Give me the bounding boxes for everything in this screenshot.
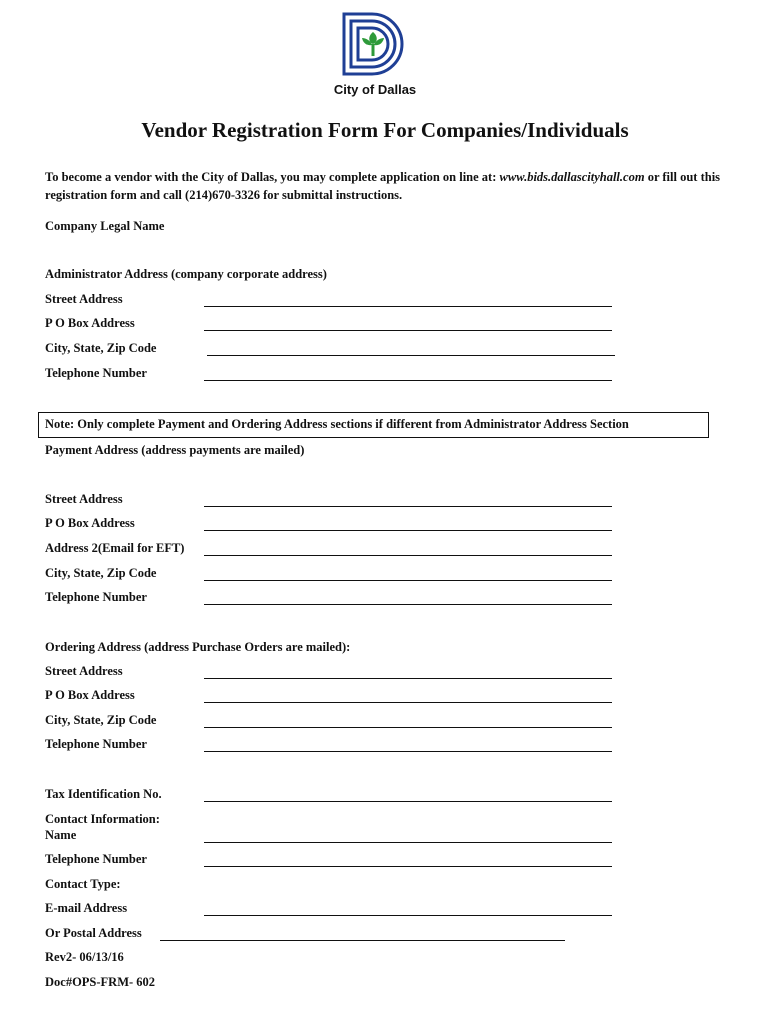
payment-phone-label: Telephone Number (45, 590, 147, 604)
contact-name-label: Name (45, 828, 77, 842)
contact-info-label: Contact Information: (45, 812, 160, 826)
admin-street-label: Street Address (45, 292, 123, 306)
document-number-label: Doc#OPS-FRM- 602 (45, 975, 156, 989)
contact-phone-field[interactable] (204, 866, 612, 867)
contact-phone-label: Telephone Number (45, 852, 147, 866)
payment-street-field[interactable] (204, 506, 612, 507)
intro-text-after: or fill out this registration form and call (214)670-3326 for submittal instructions. (45, 170, 721, 202)
admin-phone-label: Telephone Number (45, 366, 147, 380)
payment-address-heading: Payment Address (address payments are mailed) (45, 443, 305, 457)
ordering-phone-label: Telephone Number (45, 737, 147, 751)
intro-paragraph (45, 168, 755, 204)
email-label: E-mail Address (45, 901, 128, 915)
admin-phone-field[interactable] (204, 380, 612, 381)
form-title: Vendor Registration Form For Companies/Individuals (141, 118, 629, 142)
ordering-address-heading: Ordering Address (address Purchase Orders are mailed): (45, 640, 351, 654)
ordering-street-field[interactable] (204, 678, 612, 679)
payment-address2-field[interactable] (204, 555, 612, 556)
admin-address-heading: Administrator Address (company corporate address) (45, 267, 327, 281)
payment-pobox-label: P O Box Address (45, 516, 135, 530)
postal-address-field[interactable] (160, 940, 565, 941)
ordering-street-label: Street Address (45, 664, 123, 678)
ordering-city-label: City, State, Zip Code (45, 713, 157, 727)
note-box: Note: Only complete Payment and Ordering Address sections if different from Administrator Address Section (38, 412, 709, 438)
payment-pobox-field[interactable] (204, 530, 612, 531)
payment-phone-field[interactable] (204, 604, 612, 605)
contact-name-field[interactable] (204, 842, 612, 843)
admin-pobox-label: P O Box Address (45, 316, 135, 330)
payment-address2-label: Address 2(Email for EFT) (45, 541, 185, 555)
contact-type-label: Contact Type: (45, 877, 121, 891)
postal-address-label: Or Postal Address (45, 926, 142, 940)
tax-id-label: Tax Identification No. (45, 787, 162, 801)
company-legal-name-label: Company Legal Name (45, 219, 165, 233)
revision-label: Rev2- 06/13/16 (45, 950, 124, 964)
ordering-pobox-field[interactable] (204, 702, 612, 703)
admin-city-field[interactable] (207, 355, 615, 356)
admin-street-field[interactable] (204, 306, 612, 307)
intro-text-before: To become a vendor with the City of Dallas, you may complete application on line at: (45, 170, 500, 184)
payment-street-label: Street Address (45, 492, 123, 506)
admin-pobox-field[interactable] (204, 330, 612, 331)
ordering-city-field[interactable] (204, 727, 612, 728)
tax-id-field[interactable] (204, 801, 612, 802)
logo-caption: City of Dallas (333, 82, 417, 97)
email-field[interactable] (204, 915, 612, 916)
ordering-pobox-label: P O Box Address (45, 688, 135, 702)
payment-city-field[interactable] (204, 580, 612, 581)
intro-link[interactable]: www.bids.dallascityhall.com (499, 170, 645, 184)
city-of-dallas-logo (338, 10, 410, 78)
admin-city-label: City, State, Zip Code (45, 341, 157, 355)
payment-city-label: City, State, Zip Code (45, 566, 157, 580)
ordering-phone-field[interactable] (204, 751, 612, 752)
